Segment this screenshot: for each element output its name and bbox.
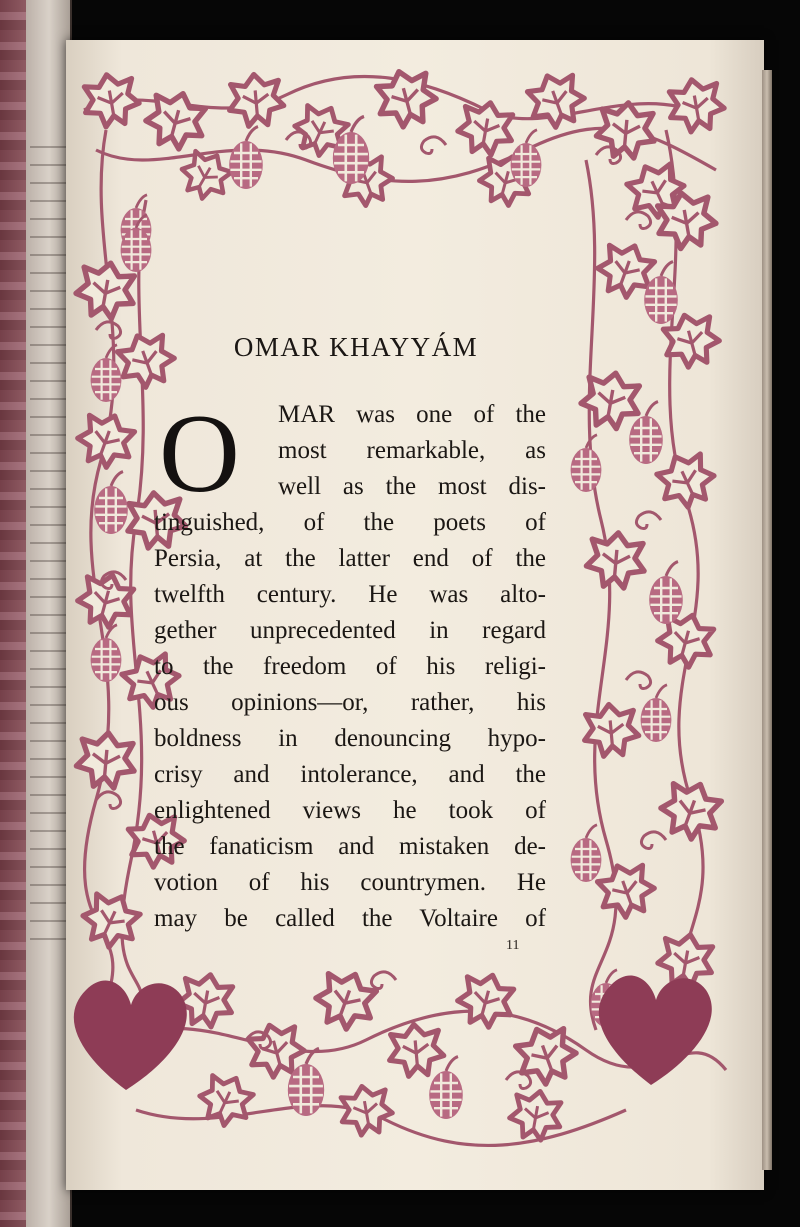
bottom-border-leaves	[175, 965, 622, 1144]
vine-leaf-border	[66, 40, 764, 1190]
text-line: MAR was one of the	[278, 401, 546, 428]
facing-page-border	[0, 0, 26, 1227]
text-line: gether unprecedented in regard	[154, 617, 546, 644]
heart-ornament-right	[599, 976, 712, 1085]
drop-cap: O	[159, 392, 240, 516]
text-line: ous opinions—or, rather, his	[154, 689, 546, 716]
text-line: crisy and intolerance, and the	[154, 761, 546, 788]
text-line: Persia, at the latter end of the	[154, 545, 546, 572]
text-line: tinguished, of the poets of	[154, 509, 546, 536]
text-line: boldness in denouncing hypo-	[154, 725, 546, 752]
chapter-title: OMAR KHAYYÁM	[233, 332, 479, 362]
facing-page-text	[30, 130, 66, 950]
text-line: most remarkable, as	[278, 437, 546, 464]
book-page	[66, 40, 764, 1190]
text-line: enlightened views he took of	[154, 797, 546, 824]
text-line: may be called the Voltaire of	[154, 905, 546, 932]
text-line: votion of his countrymen. He	[154, 869, 546, 896]
facing-page-edge	[0, 0, 72, 1227]
heart-ornament-left	[74, 981, 187, 1090]
page-number: 11	[506, 938, 520, 953]
text-line: well as the most dis-	[278, 473, 546, 500]
text-line: the fanaticism and mistaken de-	[154, 833, 546, 860]
text-line: to the freedom of his religi-	[154, 653, 546, 680]
text-line: twelfth century. He was alto-	[154, 581, 546, 608]
